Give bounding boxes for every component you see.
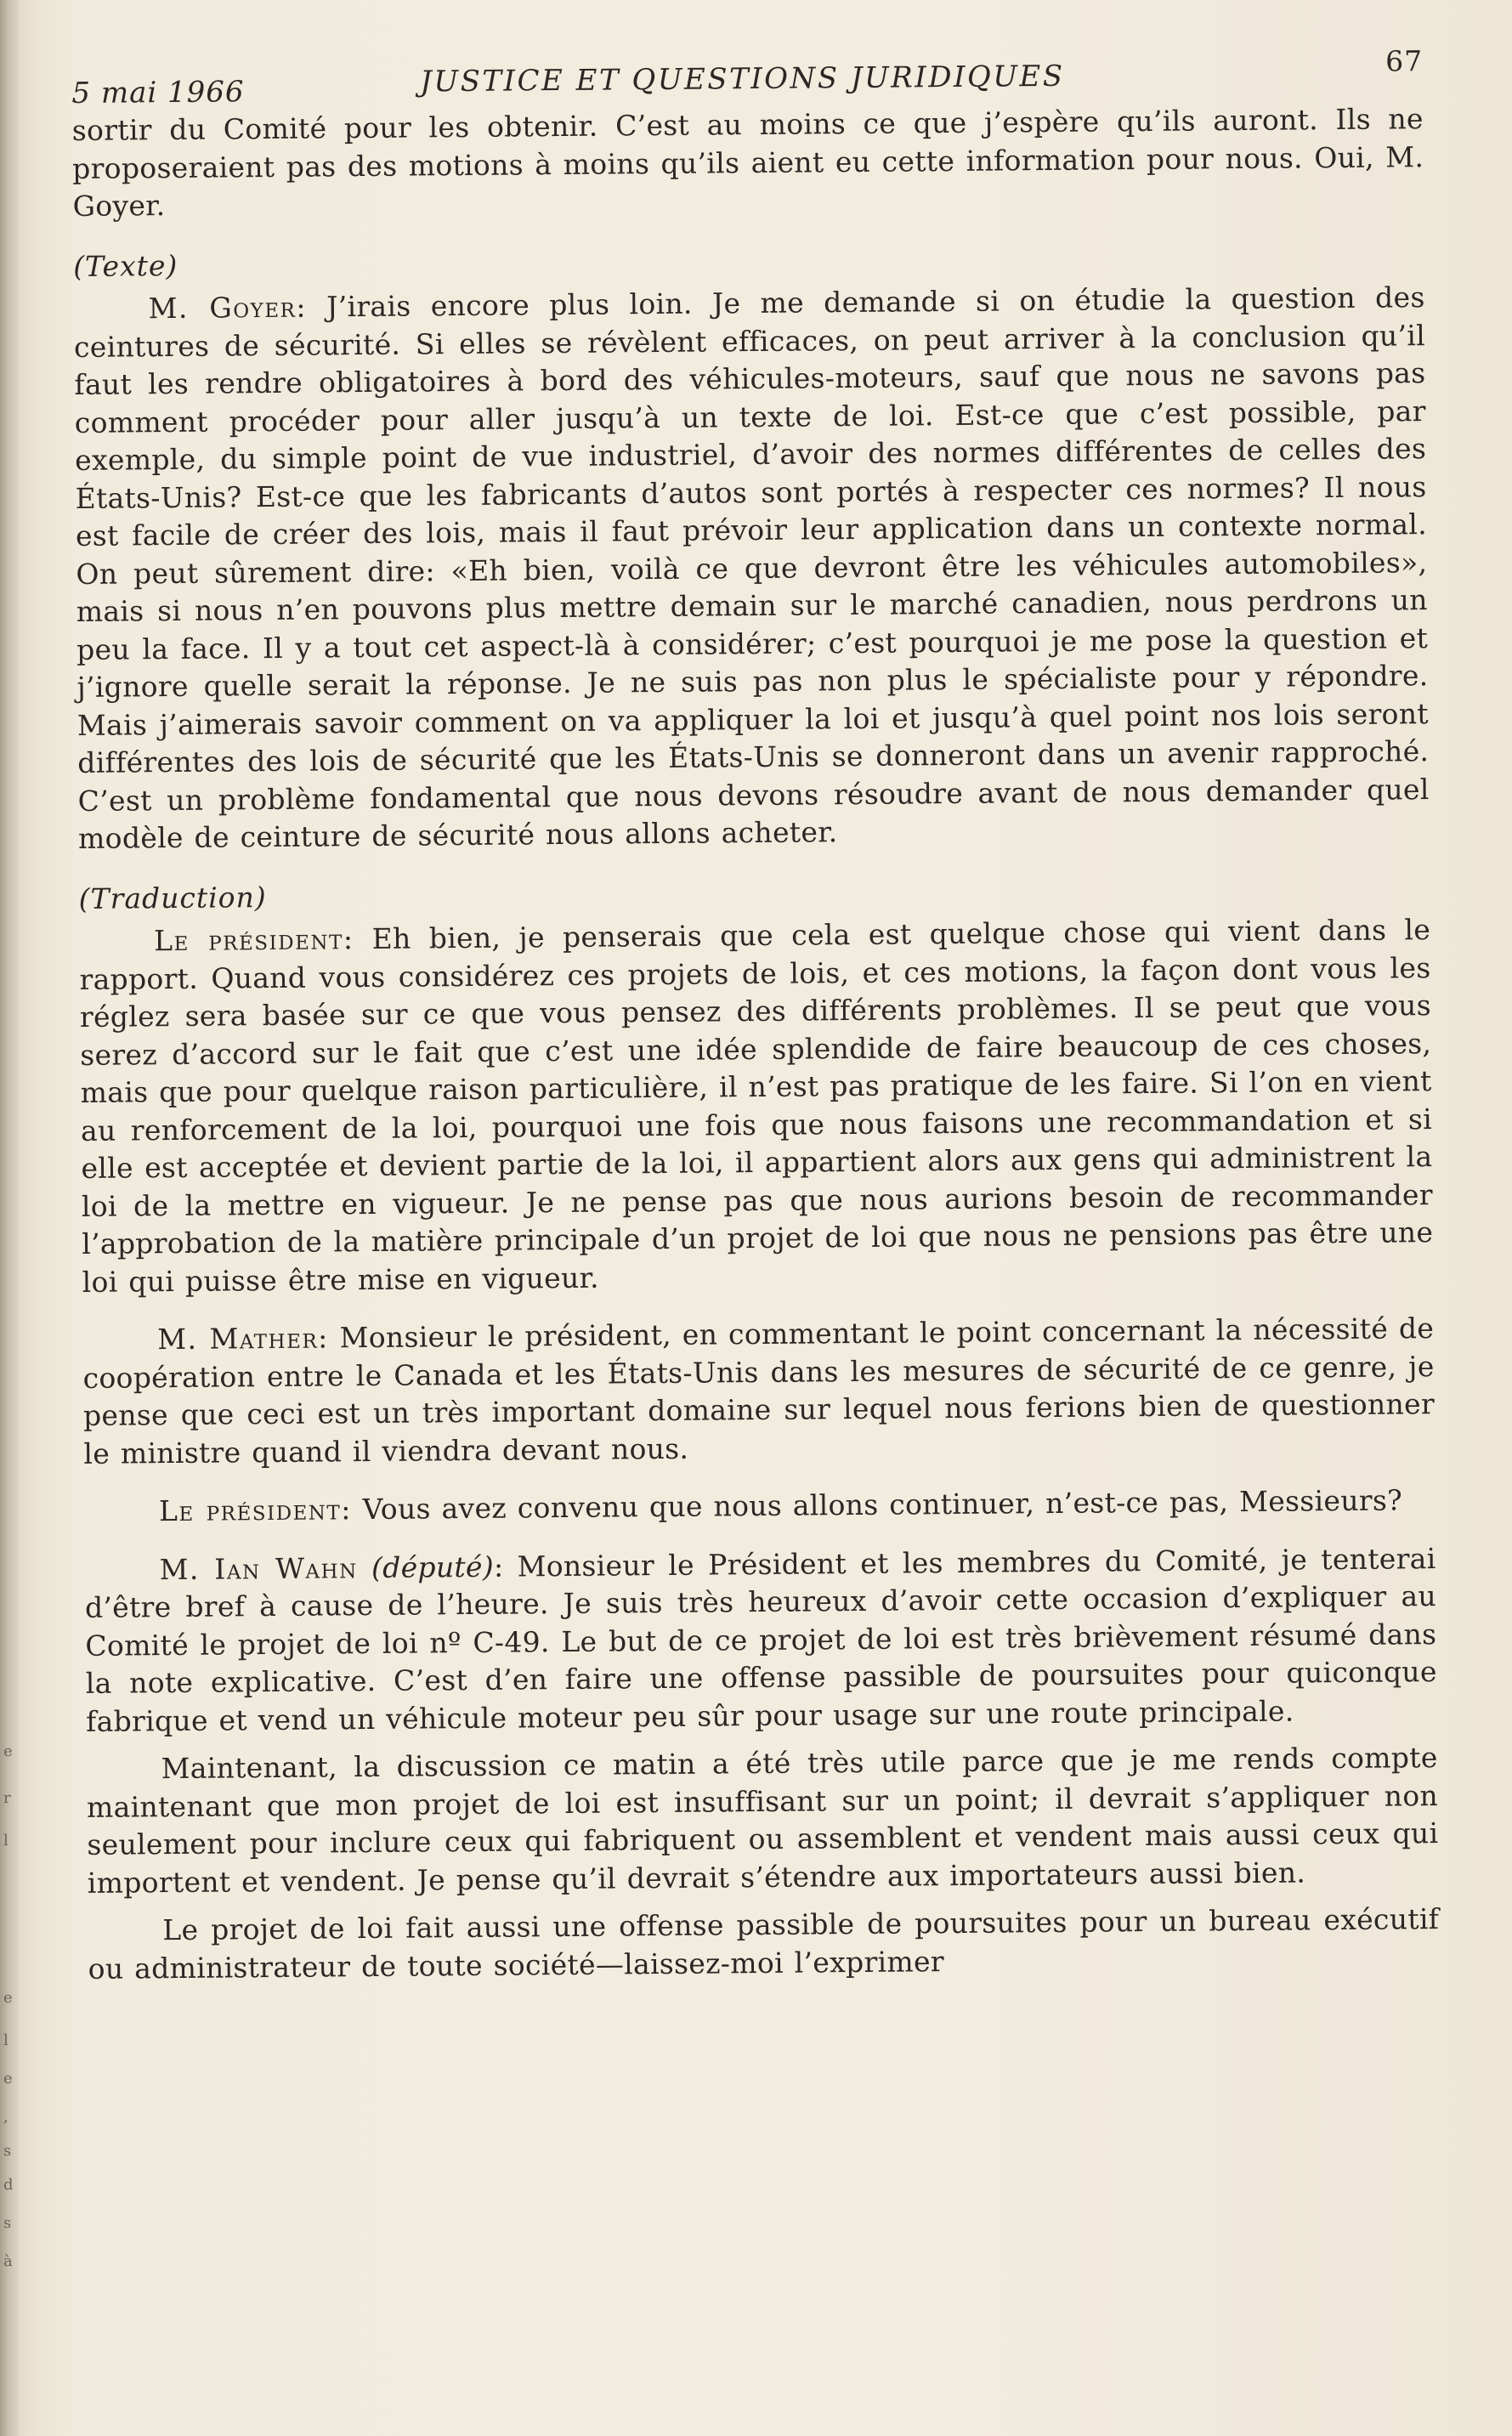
margin-mark: e <box>3 2070 13 2088</box>
speaker-role: (député) <box>371 1549 495 1584</box>
margin-mark: e <box>3 1742 13 1760</box>
paragraph-goyer <box>73 279 1430 858</box>
page-header <box>71 39 1424 112</box>
margin-mark: d <box>3 2176 14 2194</box>
speaker-name: M. Mather: <box>157 1321 330 1357</box>
paragraph-mather <box>82 1310 1435 1473</box>
paragraph-continuation: sortir du Comité pour les obtenir. C’est au moins ce que j’espère qu’ils auront. Ils ne proposeraient pas des motions à moins qu’ils aient eu cette information pour nous. Oui, M. Goyer. <box>71 102 1424 223</box>
paragraph-wahn-3: Le projet de loi fait aussi une offense passible de poursuites pour un bureau exécutif ou administrateur de toute société—laissez-moi l’exprimer <box>88 1902 1440 1986</box>
speech-text: J’irais encore plus loin. Je me demande si on étudie la question des ceintures de sécurité. Si elles se révèlent efficaces, on peut arriver à la conclusion qu’il faut les rendre obligatoires à bord des véhicules-moteurs, sauf que nous ne savons pas comment procéder pour aller jusqu’à un texte de loi. Est-ce que c’est possible, par exemple, du simple point de vue industriel, d’avoir des normes différentes de celles des États-Unis? Est-ce que les fabricants d’autos sont portés à respecter ces normes? Il nous est facile de créer des lois, mais il faut prévoir leur application dans un contexte normal. On peut sûrement dire: «Eh bien, voilà ce que devront être les véhicules automobiles», mais si nous n’en pouvons plus mettre demain sur le marché canadien, nous perdrons un peu la face. Il y a tout cet aspect-là à considérer; c’est pourquoi je me pose la question et j’ignore quelle serait la réponse. Je ne suis pas non plus le spécialiste pour y répondre. Mais j’aimerais savoir comment on va appliquer la loi et jusqu’à quel point nos lois seront différentes des lois de sécurité que les États-Unis se donneront dans un avenir rapproché. C’est un problème fondamental que nous devons résoudre avant de nous demander quel modèle de ceinture de sécurité nous allons acheter. <box>73 280 1430 855</box>
speaker-name: M. Ian Wahn <box>159 1550 358 1586</box>
paragraph-wahn <box>84 1540 1437 1741</box>
margin-mark: s <box>3 2214 12 2232</box>
text-column <box>71 39 1443 2414</box>
margin-mark: à <box>3 2252 13 2270</box>
paragraph-president-2 <box>84 1481 1436 1531</box>
speaker-name: Le président: <box>158 1493 353 1528</box>
margin-mark: e <box>3 1989 13 2007</box>
left-margin-bleed-through <box>3 1742 17 2337</box>
header-date: 5 mai 1966 <box>71 75 245 110</box>
margin-mark: s <box>3 2142 12 2160</box>
speaker-name: M. Goyer: <box>148 290 308 326</box>
speech-text: : Monsieur le Président et les membres du Comité, je tenterai d’être bref à cause de l’heure. Je suis très heureux d’avoir cette occasion d’expliquer au Comité le projet de loi nº C-49. Le but de ce projet de loi est très brièvement résumé dans la note explicative. C’est d’en faire une offense passible de poursuites pour quiconque fabrique et vend un véhicule moteur peu sûr pour usage sur une route principale. <box>84 1541 1437 1738</box>
section-label-texte: (Texte) <box>73 248 178 283</box>
margin-mark: l <box>3 2031 8 2049</box>
body-text <box>72 100 1440 1988</box>
section-label-traduction: (Traduction) <box>78 880 267 915</box>
margin-mark: r <box>3 1789 11 1807</box>
header-running-title: JUSTICE ET QUESTIONS JURIDIQUES <box>420 59 1065 99</box>
speech-text: Eh bien, je penserais que cela est quelque chose qui vient dans le rapport. Quand vous considérez ces projets de lois, et ces motions, la façon dont vous les réglez sera basée sur ce que vous pensez des différents problèmes. Il se peut que vous serez d’accord sur le fait que c’est une idée splendide de faire beaucoup de ces choses, mais que pour quelque raison particulière, il n’est pas pratique de les faire. Si l’on en vient au renforcement de la loi, pourquoi une fois que nous faisons une recommandation et si elle est acceptée et devient partie de la loi, il appartient alors aux gens qui administrent la loi de la mettre en vigueur. Je ne pense pas que nous aurions besoin de recommander l’approbation de la matière principale d’un projet de loi que nous ne pensions pas être une loi qui puisse être mise en vigueur. <box>79 913 1434 1299</box>
margin-mark: l <box>3 1832 8 1850</box>
paragraph-wahn-2: Maintenant, la discussion ce matin a été très utile parce que je me rends compte maintenant que mon projet de loi est insuffisant sur un point; il devrait s’appliquer non seulement pour inclure ceux qui fabriquent ou assemblent et vendent mais aussi ceux qui importent et vendent. Je pense qu’il devrait s’étendre aux importateurs aussi bien. <box>86 1741 1439 1900</box>
margin-mark: , <box>3 2108 8 2126</box>
page-number: 67 <box>1385 44 1424 78</box>
speaker-name: Le président: <box>153 922 354 958</box>
paragraph-president-1 <box>79 911 1434 1301</box>
speech-text: Monsieur le président, en commentant le point concernant la nécessité de coopération entre le Canada et les États-Unis dans les mesures de sécurité de ce genre, je pense que ceci est un très important domaine sur lequel nous ferions bien de questionner le ministre quand il viendra devant nous. <box>82 1311 1436 1470</box>
speech-text: Vous avez convenu que nous allons continuer, n’est-ce pas, Messieurs? <box>351 1483 1403 1527</box>
